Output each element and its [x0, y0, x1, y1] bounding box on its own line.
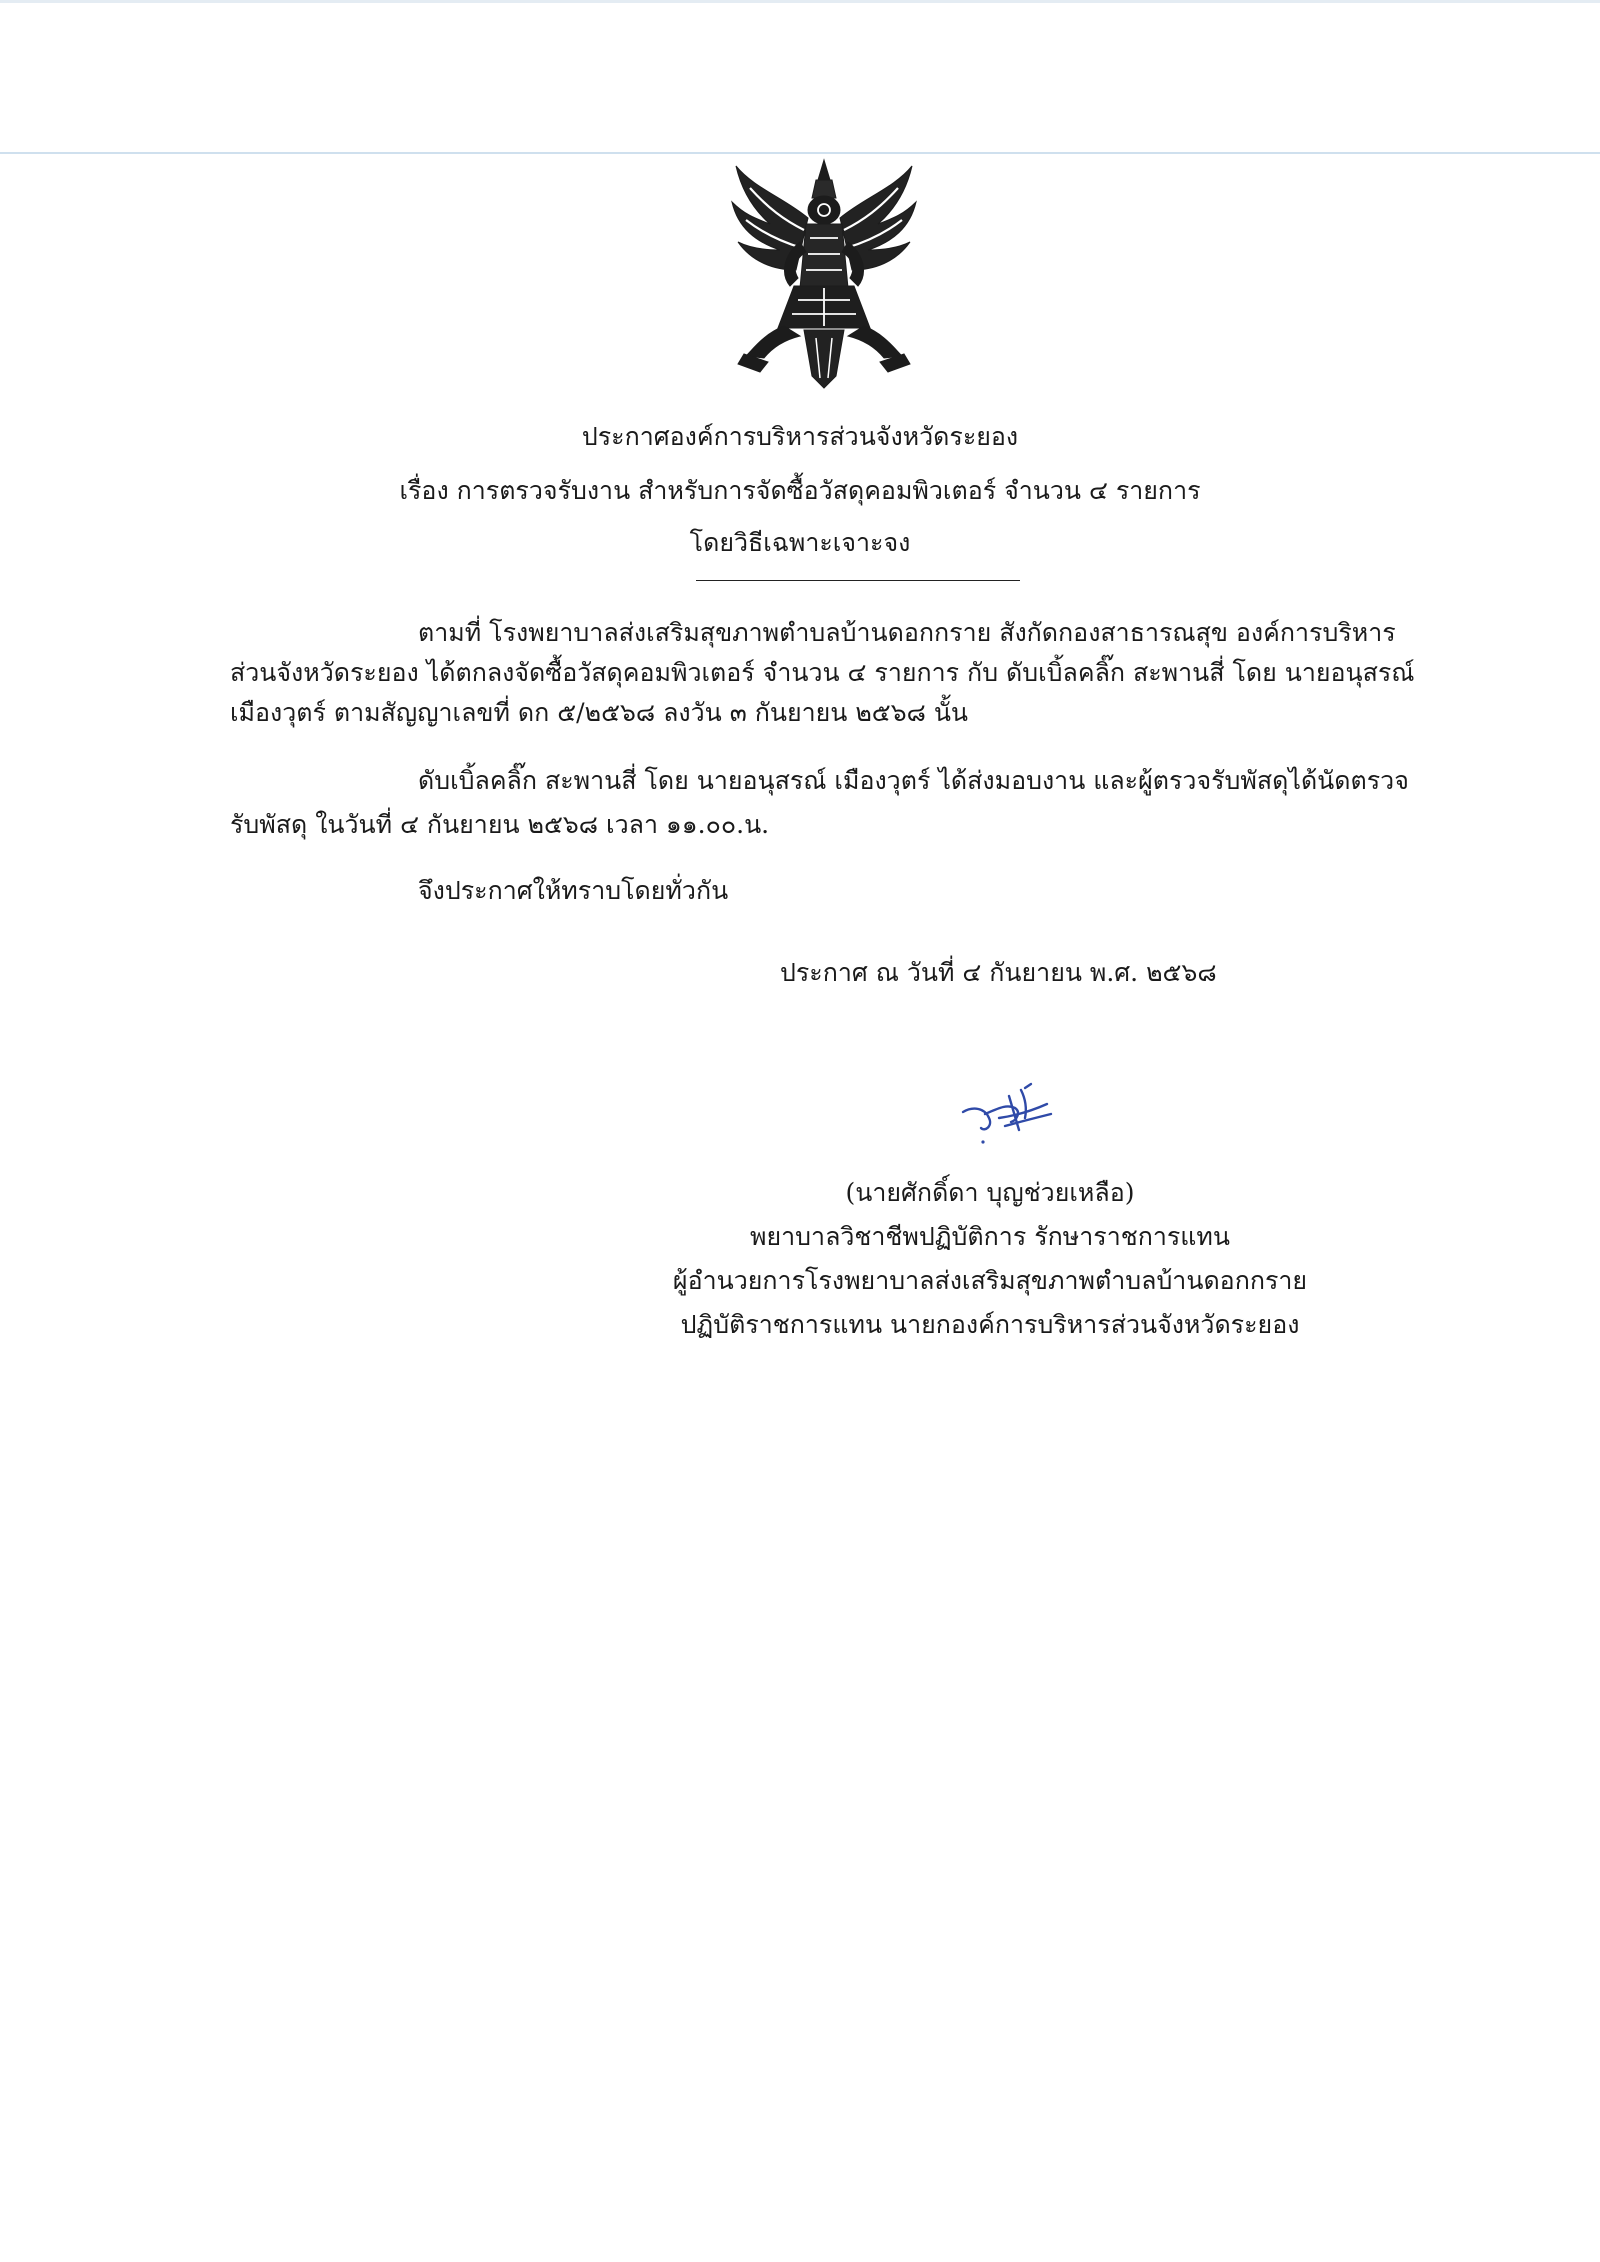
- signatory-title-2: ผู้อำนวยการโรงพยาบาลส่งเสริมสุขภาพตำบลบ้านดอกกราย: [672, 1266, 1308, 1295]
- announcement-title: ประกาศองค์การบริหารส่วนจังหวัดระยอง: [581, 422, 1019, 451]
- announcement-subject: เรื่อง การตรวจรับงาน สำหรับการจัดซื้อวัสดุคอมพิวเตอร์ จำนวน ๔ รายการ: [399, 476, 1201, 505]
- scan-top-edge: [0, 0, 1600, 3]
- signatory-title-1: พยาบาลวิชาชีพปฏิบัติการ รักษาราชการแทน: [750, 1222, 1230, 1251]
- paragraph-3: จึงประกาศให้ทราบโดยทั่วกัน: [418, 876, 729, 905]
- scan-divider-line: [0, 152, 1600, 154]
- paragraph-1-line-1: ตามที่ โรงพยาบาลส่งเสริมสุขภาพตำบลบ้านดอกกราย สังกัดกองสาธารณสุข องค์การบริหาร: [418, 618, 1396, 647]
- paragraph-2-line-1: ดับเบิ้ลคลิ๊ก สะพานสี่ โดย นายอนุสรณ์ เมืองวุตร์ ได้ส่งมอบงาน และผู้ตรวจรับพัสดุได้นัดตรวจ: [418, 766, 1409, 795]
- signatory-title-3: ปฏิบัติราชการแทน นายกองค์การบริหารส่วนจังหวัดระยอง: [680, 1310, 1300, 1339]
- announcement-method: โดยวิธีเฉพาะเจาะจง: [689, 528, 911, 557]
- garuda-emblem-icon: [724, 158, 924, 390]
- handwritten-signature: [955, 1078, 1065, 1148]
- paragraph-1-line-2: ส่วนจังหวัดระยอง ได้ตกลงจัดซื้อวัสดุคอมพิวเตอร์ จำนวน ๔ รายการ กับ ดับเบิ้ลคลิ๊ก สะพานสี่ โดย นายอนุสรณ์: [230, 658, 1415, 687]
- announcement-date: ประกาศ ณ วันที่ ๔ กันยายน พ.ศ. ๒๕๖๘: [780, 958, 1217, 987]
- paragraph-2-line-2: รับพัสดุ ในวันที่ ๔ กันยายน ๒๕๖๘ เวลา ๑๑.๐๐.น.: [230, 810, 770, 839]
- title-underline: [696, 580, 1020, 581]
- signatory-name: (นายศักดิ์ดา บุญช่วยเหลือ): [845, 1178, 1135, 1207]
- paragraph-1-line-3: เมืองวุตร์ ตามสัญญาเลขที่ ดก ๕/๒๕๖๘ ลงวัน ๓ กันยายน ๒๕๖๘ นั้น: [230, 698, 969, 727]
